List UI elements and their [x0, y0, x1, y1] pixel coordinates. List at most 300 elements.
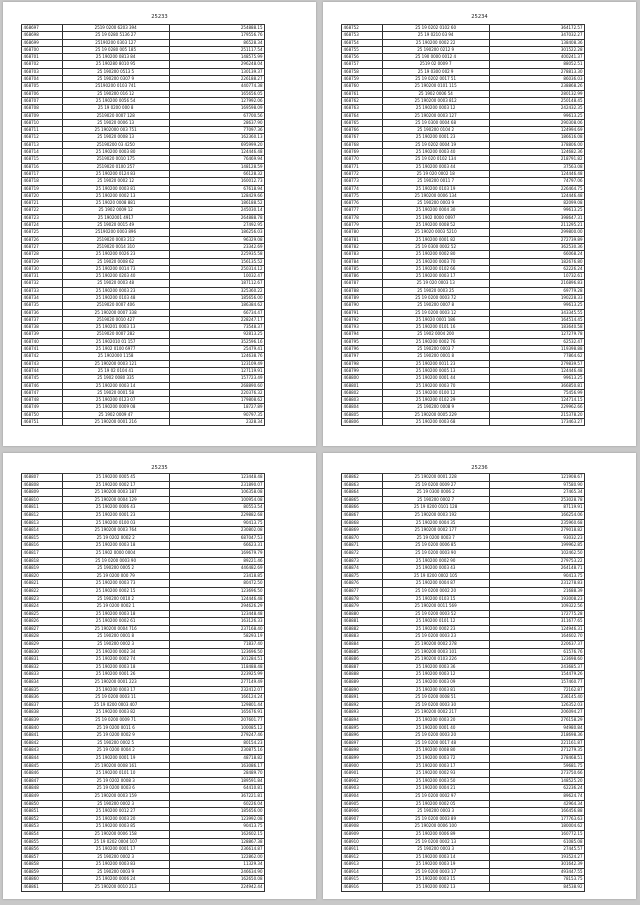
row-code: 25 190200 0010 2	[62, 595, 169, 603]
table-row	[22, 331, 265, 338]
table-row	[342, 587, 585, 595]
row-id: 468754	[342, 39, 383, 46]
ledger-page	[323, 2, 636, 446]
row-amount: 352596.16	[169, 338, 264, 345]
row-code: 25 190280 8010 95	[62, 61, 169, 68]
row-code: 25 1902000 003 751	[62, 127, 169, 134]
row-id: 468779	[342, 222, 383, 229]
row-id: 468801	[342, 382, 383, 389]
row-id: 468813	[22, 519, 63, 527]
row-amount: 173463.27	[489, 419, 584, 426]
row-code: 25 190200 0002 13	[62, 192, 169, 199]
row-code: 25 190200 0001 82	[382, 236, 489, 243]
table-row	[22, 39, 265, 46]
row-code: 25 190200 0002 177	[382, 527, 489, 535]
row-id: 468712	[22, 134, 63, 141]
row-amount: 446482.69	[169, 565, 264, 573]
table-row	[22, 663, 265, 671]
row-id: 468906	[342, 808, 383, 816]
row-id: 468748	[22, 397, 63, 404]
row-id: 468723	[22, 214, 63, 221]
row-id: 468913	[342, 861, 383, 869]
table-row	[22, 633, 265, 641]
row-amount: 10732.61	[489, 273, 584, 280]
row-id: 468872	[342, 549, 383, 557]
row-id: 468876	[342, 580, 383, 588]
row-id: 468794	[342, 331, 383, 338]
row-amount: 86528.34	[169, 39, 264, 46]
row-code: 25 19 0200 0008 51	[382, 694, 489, 702]
row-amount: 162360.13	[169, 134, 264, 141]
row-amount: 165656.05	[169, 90, 264, 97]
row-code: 25 190200 0002 76	[382, 338, 489, 345]
row-code: 25 190200 0003 72	[382, 754, 489, 762]
row-amount: 128867.38	[169, 838, 264, 846]
row-id: 468796	[342, 346, 383, 353]
row-code: 25 190200 0101 115	[382, 83, 489, 90]
row-code: 25 19 0200 0003 30	[382, 701, 489, 709]
table-row	[342, 823, 585, 831]
table-row	[22, 527, 265, 535]
row-amount: 62226.24	[489, 265, 584, 272]
row-amount: 225935.58	[169, 251, 264, 258]
table-row	[342, 251, 585, 258]
row-code: 25 190200 0006 43	[62, 504, 169, 512]
row-id: 468766	[342, 127, 383, 134]
row-code: 25 19020 0002 12	[62, 178, 169, 185]
table-row	[22, 496, 265, 504]
row-amount: 42964.34	[489, 800, 584, 808]
row-code: 25 190200 0003 73	[62, 580, 169, 588]
row-code: 25 190200 0056 54	[62, 97, 169, 104]
row-amount: 66068.24	[489, 251, 584, 258]
row-code: 25 190200 0003 70	[382, 382, 489, 389]
row-amount: 190228.33	[489, 294, 584, 301]
row-code: 25 190200 0006 100	[382, 823, 489, 831]
row-id: 468883	[342, 633, 383, 641]
row-id: 468745	[22, 375, 63, 382]
row-code: 25 190200 0003 85	[62, 823, 169, 831]
table-row	[342, 397, 585, 404]
row-code: 25 190200 0003 187	[62, 489, 169, 497]
row-amount: 102462.50	[489, 549, 584, 557]
row-amount: 124946.31	[489, 625, 584, 633]
row-amount: 185656.00	[169, 808, 264, 816]
table-row	[22, 243, 265, 250]
row-id: 468785	[342, 265, 383, 272]
row-id: 468804	[342, 404, 383, 411]
row-id: 468771	[342, 163, 383, 170]
table-row	[22, 830, 265, 838]
table-row	[22, 542, 265, 550]
row-id: 468833	[22, 671, 63, 679]
row-code: 25 19020 0003 5210	[382, 229, 489, 236]
row-id: 468834	[22, 679, 63, 687]
row-code: 25 19 0200 0002 20	[382, 587, 489, 595]
row-id: 468897	[342, 739, 383, 747]
row-id: 468767	[342, 134, 383, 141]
row-code: 25 190200 0002 61	[62, 618, 169, 626]
row-amount: 93032.23	[489, 534, 584, 542]
row-code: 25 190200 0011 23	[382, 360, 489, 367]
table-row	[22, 411, 265, 418]
table-row	[22, 389, 265, 396]
row-amount: 76469.94	[169, 156, 264, 163]
row-amount: 2328.34	[169, 419, 264, 426]
table-row	[22, 287, 265, 294]
row-id: 468865	[342, 496, 383, 504]
table-row	[342, 61, 585, 68]
table-row	[342, 641, 585, 649]
table-row	[342, 163, 585, 170]
row-code: 25 190200 0003 36	[382, 663, 489, 671]
table-row	[342, 360, 585, 367]
row-id: 468775	[342, 192, 383, 199]
table-row	[22, 504, 265, 512]
row-id: 468735	[22, 302, 63, 309]
table-row	[342, 331, 585, 338]
row-code: 25 190200 0003 12	[382, 671, 489, 679]
row-id: 468803	[342, 397, 383, 404]
row-amount: 229882.68	[169, 511, 264, 519]
row-code: 25 190200 0003 18	[62, 610, 169, 618]
table-row	[342, 185, 585, 192]
row-id: 468826	[22, 618, 63, 626]
row-id: 468814	[22, 527, 63, 535]
row-id: 468823	[22, 595, 63, 603]
row-amount: 61576.76	[489, 648, 584, 656]
row-code: 25 190200 0003 44	[382, 163, 489, 170]
row-id: 468762	[342, 97, 383, 104]
table-row	[342, 724, 585, 732]
row-code: 25 19 0200 0011 6	[62, 724, 169, 732]
row-amount: 25479.41	[169, 346, 264, 353]
row-amount: 89221.46	[169, 557, 264, 565]
row-code: 25 190200 0001 26	[62, 671, 169, 679]
table-row	[22, 156, 265, 163]
row-amount: 100085.12	[169, 724, 264, 732]
row-amount: 279839.57	[489, 360, 584, 367]
table-row	[22, 360, 265, 367]
row-code: 25 190200 0001 40	[382, 724, 489, 732]
row-amount: 64410.81	[169, 785, 264, 793]
row-amount: 186188.52	[169, 200, 264, 207]
row-code: 25 190200 0003 17	[382, 273, 489, 280]
table-row	[22, 868, 265, 876]
row-amount: 90413.75	[489, 572, 584, 580]
row-id: 468881	[342, 618, 383, 626]
table-row	[22, 32, 265, 39]
table-row	[342, 54, 585, 61]
row-amount: 60226.04	[169, 800, 264, 808]
row-id: 468731	[22, 273, 63, 280]
table-row	[22, 656, 265, 664]
row-id: 468739	[22, 331, 63, 338]
table-row	[22, 149, 265, 156]
row-amount: 264888.78	[169, 214, 264, 221]
row-id: 468854	[22, 830, 63, 838]
row-code: 25 19 0200 0002 9	[62, 732, 169, 740]
table-row	[22, 54, 265, 61]
row-amount: 109322.56	[489, 603, 584, 611]
row-amount: 80472.50	[169, 580, 264, 588]
row-code: 2519020 0007 128	[62, 112, 169, 119]
row-code: 25 190 0000 0012 4	[382, 54, 489, 61]
row-amount: 66734.47	[169, 309, 264, 316]
table-row	[22, 519, 265, 527]
table-row	[342, 134, 585, 141]
table-row	[22, 251, 265, 258]
row-id: 468830	[22, 648, 63, 656]
row-amount: 290308.06	[489, 119, 584, 126]
row-amount: 276158.29	[489, 717, 584, 725]
row-code: 25 19 0200 0003 407	[62, 701, 169, 709]
row-code: 2519020 0014 310	[62, 243, 169, 250]
row-amount: 279018.82	[489, 527, 584, 535]
row-code: 25 190200 0007 338	[62, 309, 169, 316]
row-id: 468842	[22, 739, 63, 747]
row-code: 25 19 0200 0002 1	[62, 603, 169, 611]
row-code: 25 19020 0003 25	[382, 287, 489, 294]
table-row	[22, 346, 265, 353]
row-code: 25 190200 0307 9	[62, 76, 169, 83]
row-code: 25 19 0202 0004 107	[62, 838, 169, 846]
row-amount: 67700.56	[169, 112, 264, 119]
row-id: 468900	[342, 762, 383, 770]
table-row	[342, 838, 585, 846]
row-id: 468787	[342, 280, 383, 287]
row-amount: 223925.99	[169, 671, 264, 679]
row-id: 468915	[342, 876, 383, 884]
row-code: 25 19 0210 03 94	[382, 32, 489, 39]
table-row	[342, 489, 585, 497]
row-amount: 193524.27	[489, 853, 584, 861]
row-amount: 177763.63	[489, 815, 584, 823]
row-code: 25 190200 0002 05	[382, 800, 489, 808]
row-amount: 366850.81	[489, 382, 584, 389]
row-code: 25 190200 0003 20	[382, 717, 489, 725]
table-row	[22, 178, 265, 185]
table-row	[22, 236, 265, 243]
row-amount: 90413.75	[169, 519, 264, 527]
row-code: 25 190200 0003 40	[382, 149, 489, 156]
row-id: 468734	[22, 294, 63, 301]
table-row	[22, 25, 265, 32]
row-amount: 89624.74	[489, 792, 584, 800]
row-amount: 206094.27	[489, 709, 584, 717]
row-code: 25 19 0200 0003 11	[62, 694, 169, 702]
row-amount: 364172.57	[489, 25, 584, 32]
row-code: 25 190200 0026 23	[62, 251, 169, 258]
row-amount: 193008.23	[489, 595, 584, 603]
row-id: 468867	[342, 511, 383, 519]
row-amount: 124714.15	[489, 397, 584, 404]
row-code: 25 190200 0003 43	[382, 565, 489, 573]
row-id: 468773	[342, 178, 383, 185]
row-code: 25 190200 0001 23	[382, 134, 489, 141]
row-id: 468702	[22, 61, 63, 68]
row-id: 468849	[22, 792, 63, 800]
row-amount: 18727.89	[169, 404, 264, 411]
table-row	[22, 192, 265, 199]
table-row	[22, 800, 265, 808]
table-row	[22, 76, 265, 83]
row-code: 25 190200 0002 217	[382, 709, 489, 717]
row-code: 2519 0200 6203 394	[62, 25, 169, 32]
row-code: 2519020 0003 212	[62, 236, 169, 243]
table-row	[342, 815, 585, 823]
table-row	[22, 587, 265, 595]
table-row	[342, 595, 585, 603]
row-id: 468717	[22, 170, 63, 177]
row-id: 468778	[342, 214, 383, 221]
row-amount: 77097.36	[169, 127, 264, 134]
table-row	[22, 46, 265, 53]
row-id: 468909	[342, 830, 383, 838]
row-code: 25 190200 0003 15	[382, 876, 489, 884]
row-amount: 264148.71	[489, 565, 584, 573]
row-amount: 160012.73	[169, 178, 264, 185]
row-id: 468806	[342, 419, 383, 426]
row-code: 25 190200 0004 21	[382, 785, 489, 793]
row-code: 25 19 0300 0004 68	[382, 119, 489, 126]
row-id: 468875	[342, 572, 383, 580]
row-amount: 172775.28	[489, 610, 584, 618]
row-amount: 69779.28	[489, 287, 584, 294]
table-row	[342, 618, 585, 626]
row-amount: 189591.84	[169, 777, 264, 785]
row-id: 468866	[342, 504, 383, 512]
row-code: 25 190200 0003 80	[62, 149, 169, 156]
row-amount: 301642.39	[489, 861, 584, 869]
row-id: 468858	[22, 861, 63, 869]
row-id: 468847	[22, 777, 63, 785]
row-amount: 230875.16	[169, 747, 264, 755]
row-code: 25 190200 0003 7	[382, 346, 489, 353]
row-code: 25190200 0003 896	[62, 229, 169, 236]
row-code: 25 190200 0014 73	[62, 265, 169, 272]
row-code: 25 19 0200 0003 20	[382, 732, 489, 740]
table-row	[342, 519, 585, 527]
row-id: 468837	[22, 701, 63, 709]
row-code: 25 1902 0009 12	[62, 207, 169, 214]
row-code: 25 190200 0003 68	[382, 419, 489, 426]
row-id: 468772	[342, 170, 383, 177]
row-code: 25 190200 0103 15	[382, 595, 489, 603]
row-id: 468911	[342, 846, 383, 854]
row-id: 468726	[22, 236, 63, 243]
row-code: 25 190200 0002 34	[62, 648, 169, 656]
row-amount: 61085.08	[489, 838, 584, 846]
row-code: 25190200 0103 741	[62, 83, 169, 90]
row-code: 25 190200 0003 14	[62, 382, 169, 389]
row-amount: 268890.60	[169, 382, 264, 389]
row-id: 468750	[22, 411, 63, 418]
table-row	[342, 534, 585, 542]
row-amount: 92813.25	[169, 331, 264, 338]
row-id: 468811	[22, 504, 63, 512]
ledger-page	[323, 453, 636, 899]
row-amount: 253028.78	[489, 496, 584, 504]
row-code: 25 190200 0123 07	[62, 397, 169, 404]
table-row	[342, 884, 585, 892]
table-row	[22, 785, 265, 793]
row-code: 25 190200 0101 10	[62, 770, 169, 778]
row-amount: 99613.25	[489, 112, 584, 119]
table-row	[22, 580, 265, 588]
row-id: 468910	[342, 838, 383, 846]
row-code: 25 190200 0003 159	[62, 792, 169, 800]
row-amount: 123992.08	[169, 815, 264, 823]
row-id: 468839	[22, 717, 63, 725]
table-row	[342, 83, 585, 90]
row-id: 468780	[342, 229, 383, 236]
row-code: 25 19 0200 0003 72	[382, 294, 489, 301]
row-amount: 124638.76	[169, 353, 264, 360]
row-amount: 90797.35	[169, 411, 264, 418]
row-code: 25 190200 0101 16	[382, 324, 489, 331]
table-row	[342, 686, 585, 694]
row-code: 25 1902 0080 335	[62, 375, 169, 382]
table-row	[22, 353, 265, 360]
table-row	[22, 127, 265, 134]
row-id: 468783	[342, 251, 383, 258]
row-id: 468879	[342, 603, 383, 611]
table-row	[22, 294, 265, 301]
row-amount: 218698.36	[489, 732, 584, 740]
table-row	[22, 170, 265, 177]
row-id: 468763	[342, 105, 383, 112]
table-row	[342, 853, 585, 861]
row-id: 468862	[342, 474, 383, 482]
row-amount: 164602.70	[489, 633, 584, 641]
row-id: 468863	[342, 481, 383, 489]
row-id: 468740	[22, 338, 63, 345]
row-amount: 231890.07	[169, 481, 264, 489]
row-id: 468861	[22, 884, 63, 892]
table-row	[22, 397, 265, 404]
row-id: 468884	[342, 641, 383, 649]
row-amount: 157460.77	[489, 679, 584, 687]
table-row	[342, 273, 585, 280]
row-code: 25 190200 0212 9	[382, 46, 489, 53]
row-amount: 185656.00	[169, 294, 264, 301]
row-id: 468893	[342, 709, 383, 717]
row-amount: 28489.70	[169, 770, 264, 778]
row-code: 25 190200 0003 192	[382, 511, 489, 519]
row-amount: 130139.37	[169, 68, 264, 75]
row-code: 25 19 0200 0004 2	[62, 747, 169, 755]
row-amount: 122862.00	[169, 853, 264, 861]
row-code: 25 19 0200 0006 85	[382, 542, 489, 550]
table-row	[342, 265, 585, 272]
row-amount: 80154.23	[169, 739, 264, 747]
row-amount: 218791.82	[489, 156, 584, 163]
row-id: 468799	[342, 367, 383, 374]
row-code: 25 19020 0015 49	[62, 222, 169, 229]
row-amount: 99613.25	[489, 207, 584, 214]
row-id: 468856	[22, 846, 63, 854]
table-row	[342, 701, 585, 709]
row-id: 468709	[22, 112, 63, 119]
row-amount: 123448.48	[169, 474, 264, 482]
table-row	[342, 671, 585, 679]
row-code: 25 190200 0003 18	[62, 542, 169, 550]
row-id: 468891	[342, 694, 383, 702]
row-code: 25 190200 0002 74	[62, 656, 169, 664]
row-code: 25 19 0280 5136 27	[62, 32, 169, 39]
row-amount: 66128.32	[169, 170, 264, 177]
